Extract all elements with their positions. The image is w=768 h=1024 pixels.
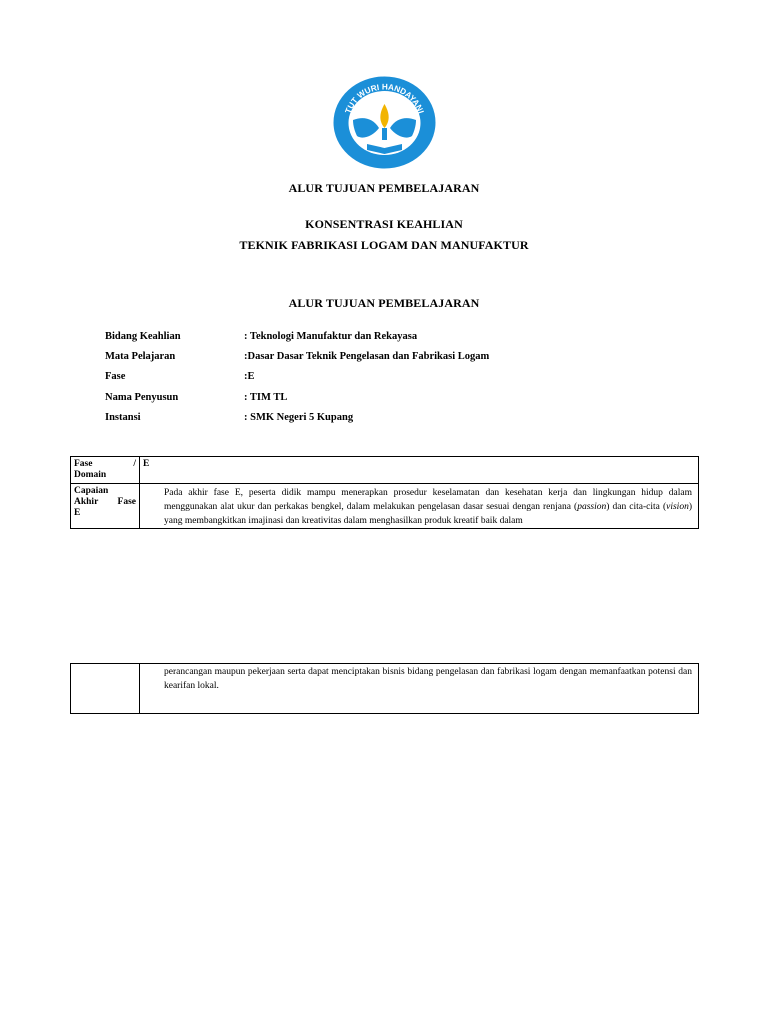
akhir-label-word: Akhir — [74, 497, 99, 507]
fase-value-cell: E — [140, 457, 699, 484]
logo-torch — [382, 128, 387, 140]
capaian-italic-vision: vision — [666, 502, 689, 512]
konsentrasi-label: KONSENTRASI KEAHLIAN — [305, 217, 463, 231]
tut-wuri-handayani-logo — [333, 76, 436, 169]
domain-label-word: Domain — [74, 470, 107, 480]
capaian-label — [71, 484, 140, 529]
meta-value-bidang-keahlian: : Teknologi Manufaktur dan Rekayasa — [244, 331, 418, 342]
meta-value-mata-pelajaran: :Dasar Dasar Teknik Pengelasan dan Fabrikasi Logam — [244, 351, 490, 362]
capaian-label-word: Capaian — [74, 486, 109, 496]
document-title: ALUR TUJUAN PEMBELAJARAN — [288, 181, 480, 195]
meta-label-instansi: Instansi — [105, 412, 141, 423]
konsentrasi-name: TEKNIK FABRIKASI LOGAM DAN MANUFAKTUR — [239, 238, 529, 252]
logo-emblem — [333, 76, 436, 169]
capaian-text-part-3: ) yang membangkitkan imajinasi dan kreativitas dalam menghasilkan produk kreatif baik dalam — [164, 502, 692, 526]
meta-value-fase: :E — [244, 371, 255, 382]
capaian-text-continued: perancangan maupun pekerjaan serta dapat menciptakan bisnis bidang pengelasan dan fabrikasi logam dengan memanfaatkan potensi dan kearifan lokal. — [140, 664, 699, 714]
fase-label-slash: / — [133, 459, 136, 469]
capaian-table — [70, 456, 699, 529]
capaian-text-part-1: Pada akhir fase E, peserta didik mampu menerapkan prosedur keselamatan dan kesehatan kerja dan lingkungan hidup dalam menggunakan alat ukur dan perkakas bengkel, dalam melakukan pengelasan dasar sesuai dengan renjana ( — [164, 488, 692, 512]
meta-value-nama-penyusun: : TIM TL — [244, 392, 288, 403]
meta-value-instansi: : SMK Negeri 5 Kupang — [244, 412, 354, 423]
fase-label-word: Fase — [74, 459, 93, 469]
capaian-label-empty-cell — [71, 664, 140, 714]
capaian-table-continued — [70, 663, 699, 714]
meta-label-fase: Fase — [105, 371, 126, 382]
table-row-capaian — [71, 484, 699, 529]
capaian-fase-letter: E — [74, 508, 81, 518]
table-row-fase — [71, 457, 699, 484]
fase-label-word-2: Fase — [117, 497, 136, 507]
document-subtitle: ALUR TUJUAN PEMBELAJARAN — [288, 296, 480, 310]
fase-domain-label — [71, 457, 140, 484]
capaian-text-part-2: ) dan cita-cita ( — [606, 502, 667, 512]
capaian-text — [140, 484, 699, 529]
meta-label-mata-pelajaran: Mata Pelajaran — [105, 351, 176, 362]
logo-motto: TUT WURI HANDAYANI — [343, 82, 426, 115]
meta-label-bidang-keahlian: Bidang Keahlian — [105, 331, 181, 342]
capaian-italic-passion: passion — [577, 502, 607, 512]
meta-label-nama-penyusun: Nama Penyusun — [105, 392, 179, 403]
table-row-capaian-continued — [71, 664, 699, 714]
